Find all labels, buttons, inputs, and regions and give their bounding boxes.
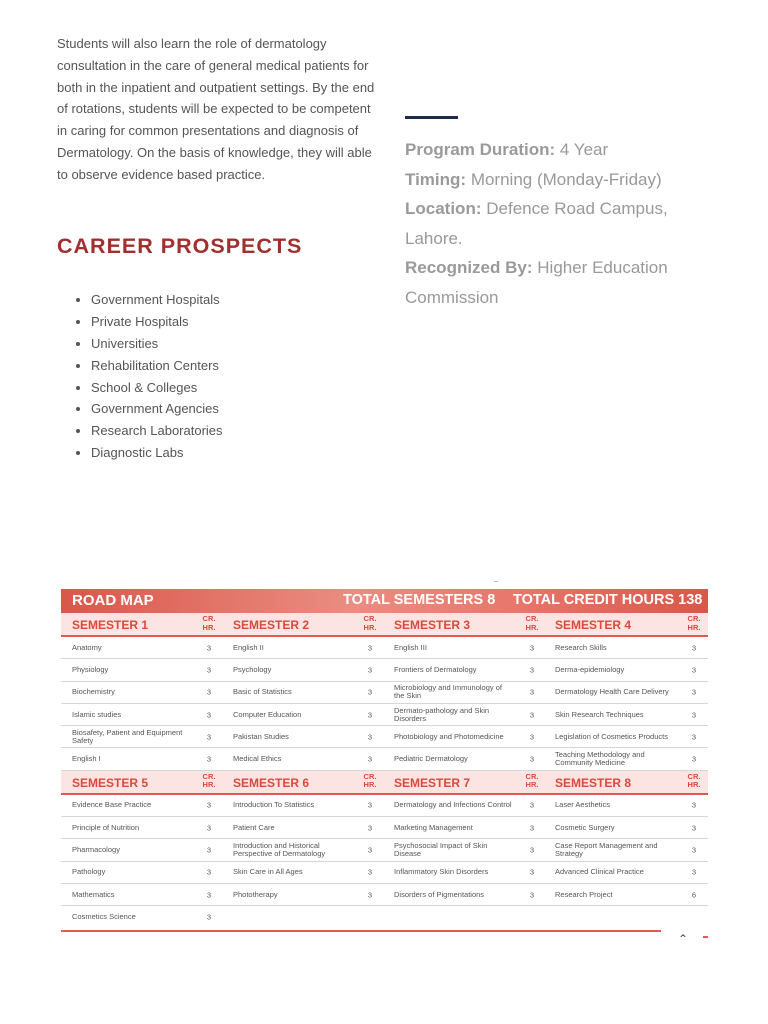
semester-header-row [61,771,708,795]
program-location-label: Location: [405,199,482,218]
credit-hours: 3 [529,665,535,675]
course-name: Teaching Methodology and Community Medicine [555,749,645,768]
course-name: Computer Education [233,709,302,719]
semesters-5-8 [61,771,708,929]
course-name: Research Project [555,889,613,899]
course-name: Medical Ethics [233,754,282,764]
credit-hours: 3 [691,732,697,742]
course-name: Patient Care [233,822,275,832]
credit-hours: 3 [206,867,212,877]
credit-hours: 3 [691,643,697,653]
course-name: Phototherapy [233,889,278,899]
program-timing-value: Morning (Monday-Friday) [470,169,662,189]
credit-hour-header [200,773,218,790]
course-name: English III [394,642,427,652]
course-name: Psychology [233,664,272,674]
credit-hour-header [685,615,703,632]
credit-hours: 3 [367,665,373,675]
course-name: Mathematics [72,889,115,899]
credit-hours: 6 [691,890,697,900]
semester-title: SEMESTER 7 [394,775,471,790]
course-name: Legislation of Cosmetics Products [555,731,668,741]
credit-hours: 3 [529,800,535,810]
program-duration-value: 4 Year [559,140,609,159]
course-row [61,906,708,928]
credit-hours: 3 [529,643,535,653]
credit-hour-header [685,773,703,790]
credit-hours: 3 [206,643,212,653]
credit-hour-label-line: CR. [525,771,539,781]
career-item: • Research Laboratories [91,420,223,442]
program-info [405,135,705,312]
credit-hour-label-line: CR. [687,614,701,623]
course-row [61,817,708,839]
total-credit-hours: TOTAL CREDIT HOURS 138 [513,592,703,608]
course-name: Dermatology Health Care Delivery [555,687,669,697]
credit-hours: 3 [367,643,373,653]
course-name: Dermato-pathology and Skin Disorders [394,705,490,723]
credit-hours: 3 [206,890,212,900]
course-name: Laser Aesthetics [555,800,611,810]
credit-hours: 3 [206,800,212,810]
course-name: Advanced Clinical Practice [555,867,644,877]
credit-hour-label-line: HR. [525,780,539,790]
credit-hours: 3 [367,845,373,855]
program-recognized-label: Recognized By: [405,258,533,277]
credit-hours: 3 [529,732,535,742]
program-location-value: Defence Road Campus, Lahore. [405,199,668,248]
credit-hours: 3 [367,867,373,877]
course-name: Marketing Management [394,822,473,832]
course-name: Research Skills [555,642,607,652]
credit-hour-label-line: CR. [202,771,216,781]
program-recognized [405,253,705,312]
course-name: Skin Research Techniques [555,709,644,719]
credit-hours: 3 [367,800,373,810]
credit-hours: 3 [206,823,212,833]
course-row [61,637,708,659]
credit-hour-label-line: CR. [202,614,216,623]
course-name: Derma-epidemiology [555,664,625,674]
semester-title: SEMESTER 1 [72,618,149,632]
credit-hours: 3 [529,823,535,833]
semesters-1-4 [61,613,708,771]
course-name: Frontiers of Dermatology [394,664,477,674]
course-row [61,682,708,704]
course-name: Introduction To Statistics [233,800,315,810]
course-name: Anatomy [72,642,102,652]
course-row [61,726,708,748]
credit-hours: 3 [367,710,373,720]
credit-hours: 3 [529,710,535,720]
course-row [61,862,708,884]
career-item: • Private Hospitals [91,311,223,333]
credit-hour-header [523,615,541,632]
credit-hours: 3 [367,890,373,900]
course-row [61,795,708,817]
course-name: Dermatology and Infections Control [394,800,512,810]
credit-hours: 3 [206,754,212,764]
credit-hours: 3 [367,687,373,697]
credit-hours: 3 [691,687,697,697]
career-item: • Rehabilitation Centers [91,355,223,377]
credit-hours: 3 [529,867,535,877]
course-row [61,659,708,681]
credit-hours: 3 [529,687,535,697]
career-prospects-heading: CAREER PROSPECTS [57,234,303,258]
credit-hours: 3 [367,823,373,833]
credit-hours: 3 [691,665,697,675]
credit-hours: 3 [206,687,212,697]
course-name: Cosmetic Surgery [555,822,615,832]
credit-hours: 3 [206,665,212,675]
credit-hours: 3 [691,800,697,810]
semester-title: SEMESTER 2 [233,618,310,632]
credit-hours: 3 [206,845,212,855]
course-name: Biosafety, Patient and Equipment Safety [72,727,183,745]
road-map-title: ROAD MAP [72,592,154,609]
program-recognized-value: Higher Education Commission [405,258,668,307]
divider-mark [494,581,498,582]
credit-hours: 3 [691,754,697,764]
course-name: Introduction and Historical Perspective of Dermatology [233,840,326,859]
career-item: • Universities [91,333,223,355]
program-timing [405,165,705,195]
course-name: Pharmacology [72,844,120,854]
course-name: Disorders of Pigmentations [394,889,485,899]
course-name: Principle of Nutrition [72,822,140,832]
credit-hours: 3 [691,845,697,855]
course-row [61,839,708,861]
credit-hours: 3 [206,732,212,742]
credit-hour-label-line: CR. [525,614,539,623]
semester-title: SEMESTER 5 [72,775,149,790]
road-map-table [61,589,708,932]
career-list [75,289,223,464]
course-row [61,704,708,726]
credit-hour-label-line: HR. [202,622,216,632]
credit-hour-label-line: HR. [202,780,216,790]
course-name: Skin Care in All Ages [233,867,303,877]
credit-hour-header [523,773,541,790]
course-name: Pediatric Dermatology [394,754,468,764]
career-item: • Diagnostic Labs [91,442,223,464]
course-name: English I [72,754,101,764]
career-item: • Government Hospitals [91,289,223,311]
program-duration-label: Program Duration: [405,140,556,159]
credit-hour-label-line: HR. [687,622,701,632]
credit-hour-label-line: CR. [687,771,701,781]
course-name: Physiology [72,664,109,674]
semester-title: SEMESTER 4 [555,618,632,632]
credit-hours: 3 [691,867,697,877]
credit-hours: 3 [529,890,535,900]
program-timing-label: Timing: [405,169,467,189]
credit-hours: 3 [529,845,535,855]
program-duration [405,135,705,165]
credit-hour-label-line: HR. [687,780,701,790]
course-name: Biochemistry [72,687,115,697]
credit-hours: 3 [206,710,212,720]
career-item: • Government Agencies [91,398,223,420]
credit-hour-header [200,615,218,632]
credit-hour-label-line: HR. [363,780,377,790]
semester-header-row [61,613,708,637]
course-name: Case Report Management and Strategy [555,840,658,859]
credit-hours: 3 [529,754,535,764]
accent-divider [405,116,458,119]
course-name: Psychosocial Impact of Skin Disease [394,840,488,859]
road-map-header [61,589,708,613]
course-name: Pathology [72,867,106,877]
semester-title: SEMESTER 6 [233,775,310,790]
credit-hour-label-line: CR. [363,614,377,623]
course-name: Cosmetics Science [72,912,136,922]
credit-hour-header [361,773,379,790]
credit-hours: 3 [206,912,212,922]
semester-title: SEMESTER 3 [394,618,471,632]
course-row [61,884,708,906]
credit-hour-label-line: CR. [363,771,377,781]
career-item: • School & Colleges [91,377,223,399]
divider-mark [703,936,708,938]
course-name: Pakistan Studies [233,731,289,741]
credit-hours: 3 [367,754,373,764]
total-semesters: TOTAL SEMESTERS 8 [343,592,496,608]
chevron-up-icon[interactable]: ⌃ [677,932,689,946]
credit-hour-header [361,615,379,632]
credit-hours: 3 [367,732,373,742]
road-map-bottom-border [61,930,661,932]
semester-title: SEMESTER 8 [555,775,632,790]
course-row [61,748,708,770]
intro-paragraph: Students will also learn the role of dermatology consultation in the care of general medical patients for both in the inpatient and outpatient settings. By the end of rotations, students will be expected to be competent in caring for common presentations and diagnosis of Dermatology. On the basis of knowledge, they will able to observe evidence based practice. [57,36,375,182]
program-location [405,194,705,253]
credit-hours: 3 [691,823,697,833]
course-name: Basic of Statistics [233,687,292,697]
course-name: Microbiology and Immunology of the Skin [394,683,502,701]
course-name: Islamic studies [72,709,122,719]
course-name: Inflammatory Skin Disorders [394,867,489,877]
course-name: Photobiology and Photomedicine [394,731,504,741]
course-name: English II [233,642,264,652]
course-name: Evidence Base Practice [72,800,152,810]
credit-hour-label-line: HR. [363,622,377,632]
credit-hour-label-line: HR. [525,622,539,632]
credit-hours: 3 [691,710,697,720]
